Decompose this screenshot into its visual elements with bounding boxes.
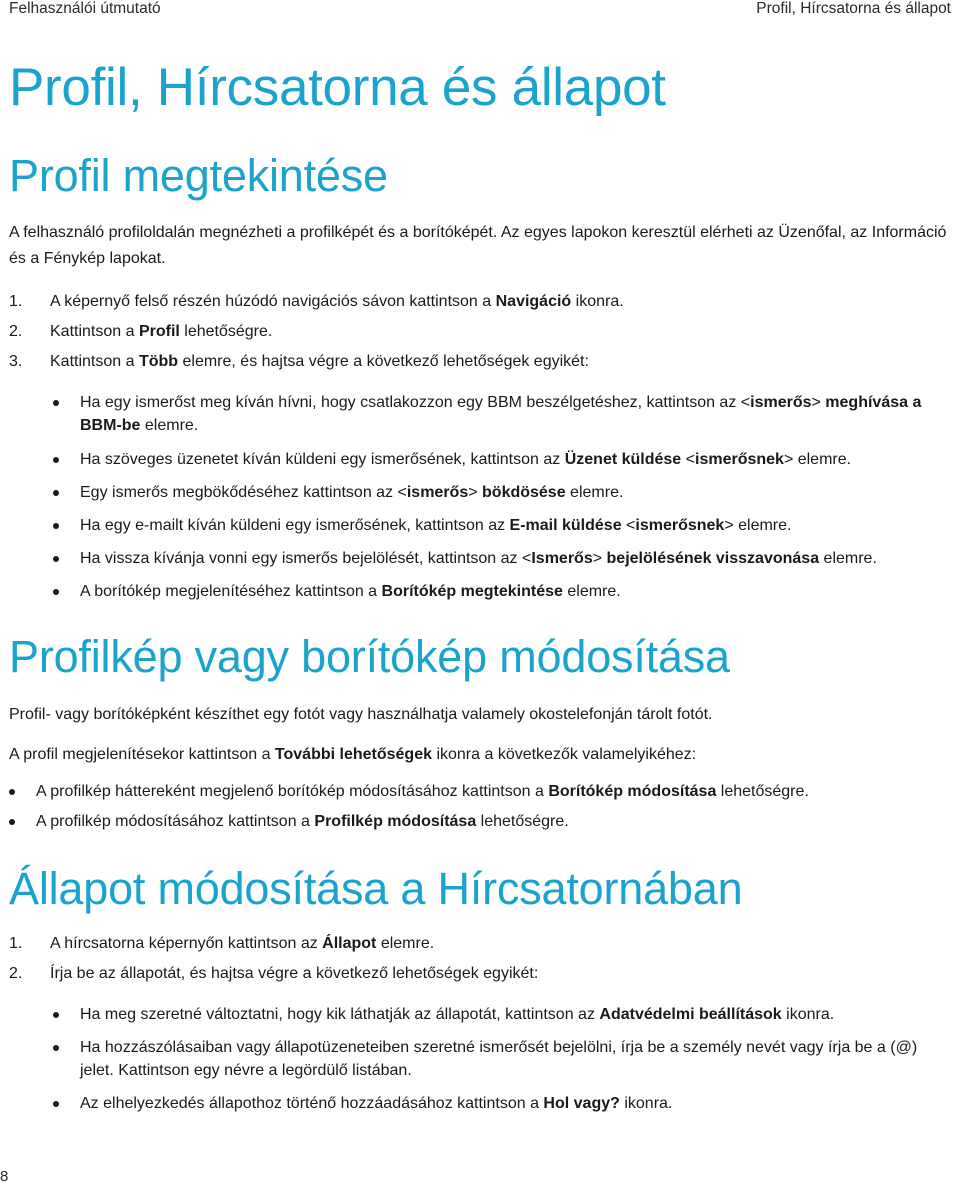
item-bold: Profilkép módosítása <box>314 813 477 830</box>
bullet-icon <box>53 589 59 595</box>
item-text: Egy ismerős megbökődéséhez kattintson az < <box>80 484 407 501</box>
step-item <box>9 931 954 961</box>
section3-steps <box>9 931 954 987</box>
item-bold: Hol vagy? <box>543 1095 620 1112</box>
item-text: Ha hozzászólásaiban vagy állapotüzeneteiben szeretné ismerősét bejelölni, írja be a személy nevét vagy írja be a (@) jelet. Kattintson egy névre a legördülő listában. <box>80 1039 918 1079</box>
step-item <box>9 289 954 319</box>
step-text: lehetőségre. <box>179 323 273 340</box>
step-number: 1. <box>9 293 23 310</box>
item-bold: ismerős <box>406 484 469 501</box>
item-text: > <box>811 394 826 411</box>
item-text: Ha egy e-mailt kíván küldeni egy ismerősének, kattintson az <box>80 517 510 534</box>
item-text: Ha egy ismerőst meg kíván hívni, hogy csatlakozzon egy BBM beszélgetéshez, kattintson az < <box>80 394 751 411</box>
item-text: Az elhelyezkedés állapothoz történő hozzáadásához kattintson a <box>80 1095 544 1112</box>
running-header <box>0 0 960 22</box>
list-item <box>9 810 954 833</box>
para-bold: További lehetőségek <box>274 746 432 763</box>
bullet-icon <box>53 490 59 496</box>
item-bold: Borítókép módosítása <box>548 783 717 800</box>
more-options-list <box>9 391 954 603</box>
page-number: 8 <box>0 1168 9 1185</box>
step-number: 2. <box>9 965 23 982</box>
para-text: ikonra a következők valamelyikéhez: <box>432 746 697 763</box>
step-item <box>9 961 954 987</box>
item-text: Ha vissza kívánja vonni egy ismerős bejelölését, kattintson az < <box>80 550 532 567</box>
bullet-icon <box>9 789 15 795</box>
list-item <box>53 481 954 504</box>
bullet-icon <box>53 400 59 406</box>
bullet-icon <box>53 556 59 562</box>
bullet-icon <box>53 1101 59 1107</box>
document-body <box>9 52 954 1115</box>
list-item <box>53 514 954 537</box>
item-text: Ha meg szeretné változtatni, hogy kik láthatják az állapotát, kattintson az <box>80 1006 600 1023</box>
item-text: > elemre. <box>783 451 852 468</box>
item-bold: Borítókép megtekintése <box>381 583 563 600</box>
section-heading-profile-view: Profil megtekintése <box>9 150 388 201</box>
item-text: lehetőségre. <box>476 813 569 830</box>
step-number: 2. <box>9 323 23 340</box>
bullet-icon <box>53 457 59 463</box>
header-chapter-title: Profil, Hírcsatorna és állapot <box>756 0 951 17</box>
bullet-icon <box>9 819 15 825</box>
item-text: lehetőségre. <box>716 783 809 800</box>
item-text: > <box>592 550 607 567</box>
list-item <box>53 547 954 570</box>
list-item <box>53 580 954 603</box>
step-number: 3. <box>9 353 23 370</box>
item-bold: ismerős <box>750 394 812 411</box>
item-text: A profilkép módosításához kattintson a <box>36 813 315 830</box>
step-text: Kattintson a <box>50 353 139 370</box>
step-text: A hírcsatorna képernyőn kattintson az <box>50 935 323 952</box>
item-text: ikonra. <box>781 1006 835 1023</box>
item-bold: bökdösése <box>482 484 566 501</box>
item-bold: ismerősnek <box>635 517 725 534</box>
step-bold: Több <box>138 353 179 370</box>
item-text: elemre. <box>819 550 877 567</box>
item-bold: ismerősnek <box>695 451 784 468</box>
bullet-icon <box>53 523 59 529</box>
step-text: A képernyő felső részén húzódó navigációs sávon kattintson a <box>50 293 496 310</box>
step-number: 1. <box>9 935 23 952</box>
item-text: A borítókép megjelenítéséhez kattintson a <box>80 583 382 600</box>
item-text: > <box>468 484 483 501</box>
list-item <box>9 780 954 803</box>
item-text: elemre. <box>565 484 624 501</box>
item-text: elemre. <box>140 417 199 434</box>
list-item <box>53 391 954 437</box>
item-text: Ha szöveges üzenetet kíván küldeni egy ismerősének, kattintson az <box>80 451 565 468</box>
step-text: elemre. <box>376 935 435 952</box>
item-text: A profilkép háttereként megjelenő borítókép módosításához kattintson a <box>36 783 549 800</box>
item-text: ikonra. <box>619 1095 673 1112</box>
step-bold: Navigáció <box>495 293 572 310</box>
bullet-icon <box>53 1045 59 1051</box>
section-heading-status: Állapot módosítása a Hírcsatornában <box>9 863 743 914</box>
step-bold: Profil <box>138 323 180 340</box>
item-bold: E-mail küldése <box>509 517 622 534</box>
section2-intro: Profil- vagy borítóképként készíthet egy fotót vagy használhatja valamely okostelefonján tárolt fotót. <box>9 706 713 723</box>
item-bold: Ismerős <box>531 550 593 567</box>
step-text: elemre, és hajtsa végre a következő lehetőségek egyikét: <box>178 353 589 370</box>
bullet-icon <box>53 1012 59 1018</box>
status-options-list <box>9 1003 954 1115</box>
step-item <box>9 319 954 349</box>
section-heading-profile-picture: Profilkép vagy borítókép módosítása <box>9 631 730 682</box>
step-text: Írja be az állapotát, és hajtsa végre a következő lehetőségek egyikét: <box>50 965 539 982</box>
chapter-title: Profil, Hírcsatorna és állapot <box>9 58 666 117</box>
step-bold: Állapot <box>322 935 377 952</box>
item-bold: meghívása a BBM-be <box>80 394 922 434</box>
section1-steps <box>9 289 954 375</box>
list-item <box>53 1092 954 1115</box>
item-text: < <box>621 517 636 534</box>
item-text: < <box>681 451 695 468</box>
header-guide-title: Felhasználói útmutató <box>9 0 161 17</box>
list-item <box>53 1036 954 1082</box>
picture-options-list <box>9 780 954 833</box>
item-bold: Üzenet küldése <box>564 451 682 468</box>
list-item <box>53 1003 954 1026</box>
para-text: A profil megjelenítésekor kattintson a <box>9 746 275 763</box>
section2-instruction <box>9 742 954 768</box>
step-item <box>9 349 954 375</box>
section1-intro: A felhasználó profiloldalán megnézheti a profilképét és a borítóképét. Az egyes lapokon keresztül elérheti az Üzenőfal, az Információ és a Fénykép lapokat. <box>9 224 947 267</box>
item-text: elemre. <box>562 583 621 600</box>
item-bold: Adatvédelmi beállítások <box>599 1006 782 1023</box>
step-text: Kattintson a <box>50 323 139 340</box>
list-item <box>53 448 954 471</box>
step-text: ikonra. <box>571 293 624 310</box>
item-text: > elemre. <box>724 517 792 534</box>
item-bold: bejelölésének visszavonása <box>606 550 820 567</box>
